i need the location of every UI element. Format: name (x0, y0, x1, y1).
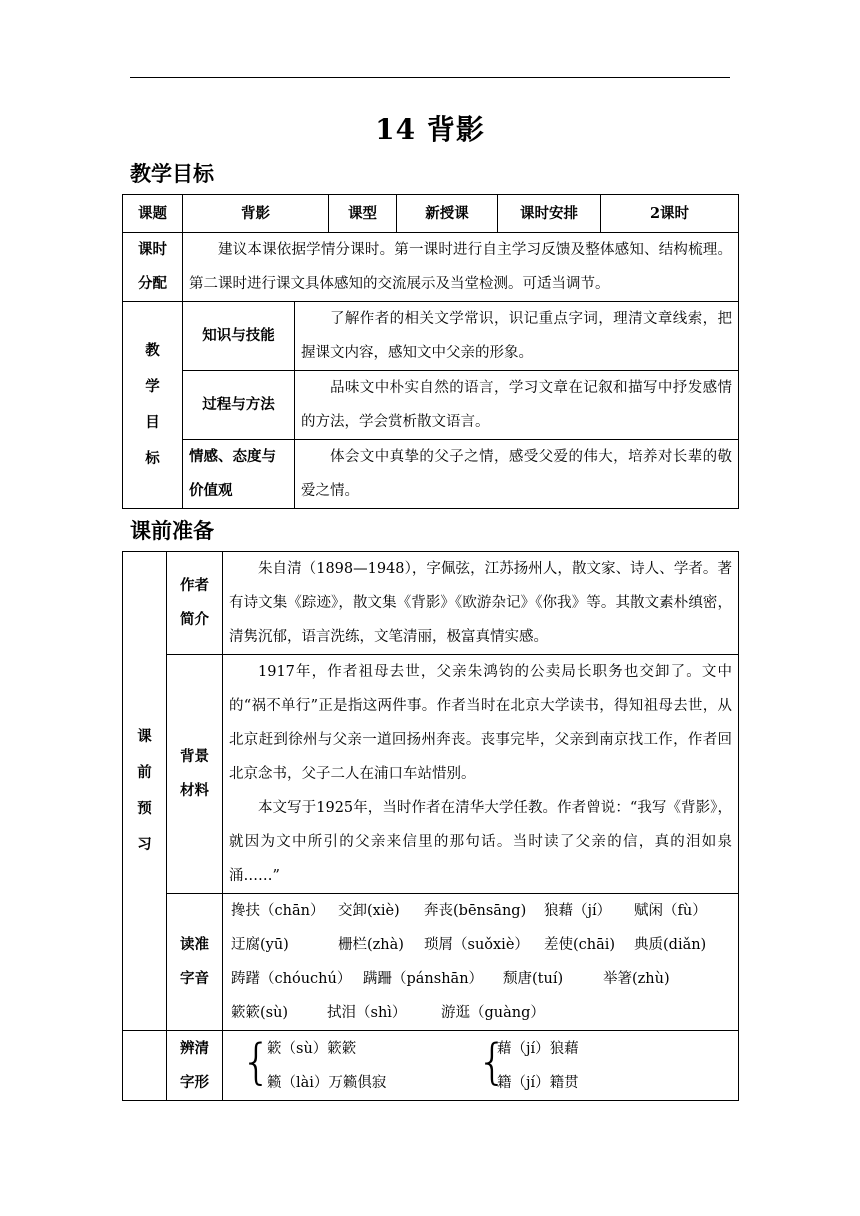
goals-label-char: 学 (145, 378, 160, 395)
goal-emotion-label: 情感、态度与价值观 (183, 440, 295, 509)
word-item: 琐屑（suǒxiè） (424, 937, 529, 953)
form-item: 籍（jí）籍贯 (497, 1074, 579, 1091)
background-paragraph-2: 本文写于1925年，当时作者在清华大学任教。作者曾说：“我写《背影》，就因为文中所引的父亲来信里的那句话。当时读了父亲的信，真的泪如泉涌……” (229, 800, 732, 884)
goals-label-char: 标 (145, 450, 160, 467)
background-paragraph-1: 1917年，作者祖母去世，父亲朱鸿钧的公卖局长职务也交卸了。文中的“祸不单行”正是指这两件事。作者当时在北京大学读书，得知祖母去世，从北京赶到徐州与父亲一道回扬州奔丧。丧事完毕，父亲到南京找工作，作者回北京念书，父子二人在浦口车站惜别。 (229, 664, 732, 782)
objectives-table (122, 194, 739, 509)
goal-emotion-text: 体会文中真挚的父子之情，感受父爱的伟大，培养对长辈的敬爱之情。 (295, 440, 739, 509)
background-label: 背景材料 (167, 655, 223, 894)
form-item: 藉（jí）狼藉 (497, 1040, 579, 1057)
word-item: 游逛（guàng） (441, 1005, 545, 1021)
schedule-value: 2课时 (601, 195, 739, 233)
pronunciation-row (223, 962, 738, 996)
word-item: 举箸(zhù) (603, 971, 670, 987)
preview-label (123, 552, 167, 1031)
word-item: 蹒跚（pánshān） (363, 971, 484, 987)
forms-spacer (123, 1031, 167, 1101)
goals-label-char: 目 (145, 414, 160, 431)
pronunciation-row (223, 996, 738, 1030)
goal-process-text: 品味文中朴实自然的语言，学习文章在记叙和描写中抒发感情的方法，学会赏析散文语言。 (295, 371, 739, 440)
pronunciation-label: 读准字音 (167, 894, 223, 1031)
page-title: 14 背影 (375, 113, 485, 146)
type-label: 课型 (329, 195, 397, 233)
goal-knowledge-label: 知识与技能 (183, 302, 295, 371)
goal-process-label: 过程与方法 (183, 371, 295, 440)
word-item: 踌躇（chóuchú） (231, 971, 352, 987)
pronunciation-list (223, 894, 739, 1031)
section-prep-heading: 课前准备 (130, 518, 214, 543)
left-brace-icon: { (241, 1033, 272, 1090)
author-text: 朱自清（1898—1948），字佩弦，江苏扬州人，散文家、诗人、学者。著有诗文集《踪迹》，散文集《背影》《欧游杂记》《你我》等。其散文素朴缜密，清隽沉郁，语言洗练，文笔清丽，极富真情实感。 (223, 552, 739, 655)
word-item: 拭泪（shì） (327, 1005, 407, 1021)
forms-content (223, 1031, 739, 1101)
preparation-table (122, 551, 739, 1101)
form-item: 籁（lài）万籁俱寂 (267, 1074, 387, 1091)
word-item: 差使(chāi) (544, 937, 616, 953)
author-label: 作者简介 (167, 552, 223, 655)
type-value: 新授课 (397, 195, 498, 233)
word-item: 颓唐(tuí) (503, 971, 564, 987)
word-item: 搀扶（chān） (231, 903, 325, 919)
word-item: 赋闲（fù） (634, 903, 707, 919)
allocation-text: 建议本课依据学情分课时。第一课时进行自主学习反馈及整体感知、结构梳理。第二课时进行课文具体感知的交流展示及当堂检测。可适当调节。 (183, 233, 739, 302)
pronunciation-row (223, 928, 738, 962)
pronunciation-row (223, 894, 738, 928)
word-item: 典质(diǎn) (634, 937, 707, 953)
word-item: 交卸(xiè) (338, 903, 400, 919)
word-item: 奔丧(bēnsāng) (424, 903, 527, 919)
background-text (223, 655, 739, 894)
goals-label-char: 教 (145, 342, 160, 359)
section-objectives-heading: 教学目标 (130, 161, 214, 186)
topic-label: 课题 (123, 195, 183, 233)
word-item: 迂腐(yū) (231, 937, 289, 953)
form-item: 簌（sù）簌簌 (267, 1040, 357, 1057)
header-rule (130, 77, 730, 78)
forms-pairs (223, 1032, 738, 1100)
preview-label-char: 前 (137, 764, 152, 781)
allocation-label: 课时分配 (123, 233, 183, 302)
preview-label-char: 预 (137, 800, 152, 817)
word-item: 狼藉（jí） (544, 903, 612, 919)
schedule-label: 课时安排 (498, 195, 601, 233)
word-item: 栅栏(zhà) (338, 937, 404, 953)
forms-label: 辨清字形 (167, 1031, 223, 1101)
preview-label-char: 习 (137, 836, 152, 853)
right-brace-icon: { (477, 1033, 508, 1090)
topic-value: 背影 (183, 195, 329, 233)
goals-label (123, 302, 183, 509)
goal-knowledge-text: 了解作者的相关文学常识，识记重点字词，理清文章线索，把握课文内容，感知文中父亲的形象。 (295, 302, 739, 371)
preview-label-char: 课 (137, 728, 152, 745)
word-item: 簌簌(sù) (231, 1005, 289, 1021)
